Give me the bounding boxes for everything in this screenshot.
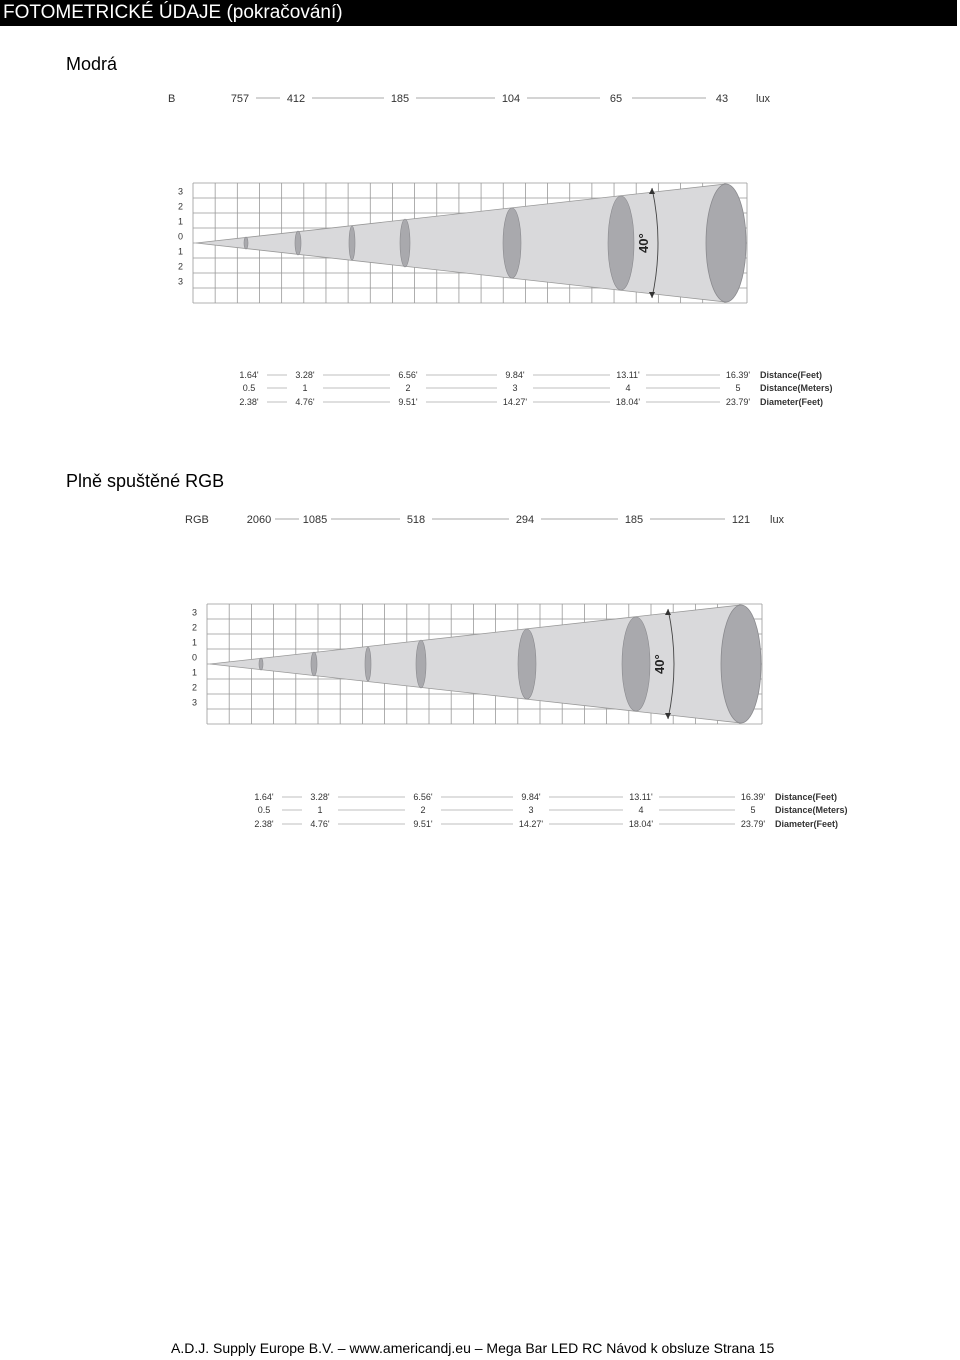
table-value: 16.39' (725, 370, 751, 380)
beam-cross-section (311, 652, 317, 676)
arrow-up-icon (665, 609, 671, 615)
table-value: 9.51' (413, 819, 433, 829)
table-value: 6.56' (398, 370, 418, 380)
y-tick-label: 1 (177, 216, 183, 227)
beam-cross-section (244, 237, 248, 249)
beam-cross-section (295, 231, 301, 255)
beam-cross-section (416, 640, 426, 688)
beam-end-cross-section (706, 184, 746, 302)
lux-unit-label: lux (770, 514, 785, 526)
table-value: 13.11' (629, 792, 653, 802)
beam-end-cross-section (721, 605, 761, 723)
lux-value: 1085 (302, 514, 328, 526)
beam-cross-section (400, 219, 410, 267)
table-value: 4.76' (310, 819, 330, 829)
arrow-up-icon (649, 188, 655, 194)
table-row-label: Distance(Feet) (775, 792, 838, 802)
y-tick-label: 0 (191, 652, 197, 663)
table-value: 4 (638, 805, 644, 815)
photometric-figure-blue (0, 80, 960, 440)
table-row-label: Distance(Meters) (760, 383, 833, 393)
table-value: 1.64' (239, 370, 259, 380)
table-value: 18.04' (628, 819, 654, 829)
y-tick-label: 2 (191, 622, 197, 633)
beam-cross-section (259, 658, 263, 670)
y-tick-label: 3 (177, 186, 183, 197)
section-title-rgb: Plně spuštěné RGB (66, 471, 225, 491)
y-tick-label: 1 (177, 246, 183, 257)
color-label: RGB (185, 514, 209, 526)
y-tick-label: 0 (177, 231, 183, 242)
table-value: 6.56' (413, 792, 433, 802)
table-value: 13.11' (616, 370, 640, 380)
table-value: 18.04' (615, 397, 641, 407)
table-value: 3.28' (310, 792, 330, 802)
table-value: 2 (420, 805, 426, 815)
y-tick-label: 3 (177, 276, 183, 287)
table-value: 2.38' (239, 397, 259, 407)
table-value: 5 (735, 383, 741, 393)
beam-cross-section (503, 208, 521, 278)
beam-cross-section (622, 617, 650, 711)
table-value: 4 (625, 383, 631, 393)
table-value: 3 (512, 383, 518, 393)
lux-value: 294 (515, 514, 535, 526)
y-tick-label: 1 (191, 667, 197, 678)
lux-value: 2060 (246, 514, 272, 526)
lux-value: 412 (286, 93, 306, 105)
beam-angle-label: 40° (636, 233, 651, 253)
lux-value: 185 (390, 93, 410, 105)
lux-value: 518 (406, 514, 426, 526)
y-tick-label: 2 (191, 682, 197, 693)
page-header: FOTOMETRICKÉ ÚDAJE (pokračování) (0, 0, 957, 26)
page-footer: A.D.J. Supply Europe B.V. – www.americandj.eu – Mega Bar LED RC Návod k obsluze Strana 15 (171, 1340, 775, 1356)
lux-value: 104 (501, 93, 521, 105)
table-row-label: Distance(Meters) (775, 805, 848, 815)
table-value: 23.79' (725, 397, 751, 407)
beam-cross-section (518, 629, 536, 699)
lux-value: 185 (624, 514, 644, 526)
arrow-down-icon (665, 713, 671, 719)
table-value: 2 (405, 383, 411, 393)
y-tick-label: 1 (191, 637, 197, 648)
table-value: 1.64' (254, 792, 274, 802)
table-row-label: Distance(Feet) (760, 370, 823, 380)
table-value: 14.27' (518, 819, 544, 829)
table-value: 9.51' (398, 397, 418, 407)
beam-angle-label: 40° (652, 654, 667, 674)
table-value: 9.84' (505, 370, 525, 380)
beam-cross-section (349, 226, 355, 260)
y-tick-label: 2 (177, 201, 183, 212)
beam-cross-section (365, 647, 371, 681)
table-value: 23.79' (740, 819, 766, 829)
y-tick-label: 3 (191, 697, 197, 708)
y-tick-label: 2 (177, 261, 183, 272)
table-value: 0.5 (242, 383, 256, 393)
table-value: 0.5 (257, 805, 271, 815)
table-value: 2.38' (254, 819, 274, 829)
table-value: 1 (302, 383, 308, 393)
table-value: 3 (528, 805, 534, 815)
color-label: B (168, 93, 176, 105)
beam-cross-section (608, 196, 634, 290)
table-value: 3.28' (295, 370, 315, 380)
table-value: 16.39' (740, 792, 766, 802)
section-title-blue: Modrá (66, 54, 118, 74)
y-tick-label: 3 (191, 607, 197, 618)
table-value: 1 (317, 805, 323, 815)
table-value: 9.84' (521, 792, 541, 802)
lux-unit-label: lux (756, 93, 771, 105)
arrow-down-icon (649, 292, 655, 298)
lux-value: 65 (609, 93, 623, 105)
table-value: 5 (750, 805, 756, 815)
table-value: 4.76' (295, 397, 315, 407)
table-row-label: Diameter(Feet) (775, 819, 839, 829)
photometric-figure-rgb (0, 501, 960, 861)
lux-value: 121 (731, 514, 751, 526)
table-row-label: Diameter(Feet) (760, 397, 824, 407)
lux-value: 757 (230, 93, 250, 105)
table-value: 14.27' (502, 397, 528, 407)
lux-value: 43 (715, 93, 729, 105)
